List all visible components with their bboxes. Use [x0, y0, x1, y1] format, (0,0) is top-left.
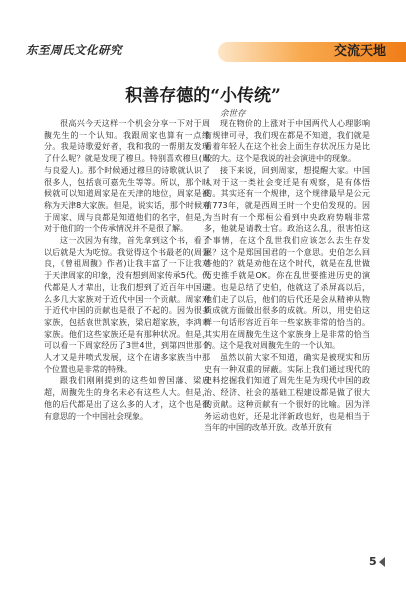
paragraph: 接下来说，回到周家，想提醒大家。中国人对于这一类社会变迁是有观察，是有体悟的。其实还有一个规律，这个规律最早是公元前773年，就是西周王时一个史伯发现的。因为当时有一个郑桓公看到中央政府势喘非常多，他就是请教士官。政治这么乱，很害怕这个事情，在这个乱世我们应该怎么去生存发展？这个是郑国国君的一个意思。史伯怎么回答他的？就是劝他在这个时代，就是在乱世做历史推手就是OK。你在乱世要推进历史的演进。也是总结了史伯，他就这了杀屏高以后，他们走了以后，他们的后代还是会从精神从物质成就方面做出很多的成就。所以，用史伯这样一句话形容近百年一些家族非常的恰当的。其实用在周馥先生这个家族身上是非常的恰当的。这个是我对周馥先生的一个认知。 [204, 165, 370, 351]
left-column [44, 118, 210, 422]
publication-name: 东至周氏文化研究 [26, 43, 122, 57]
paragraph: 虽然以前大家不知道，确实是被现实和历史有一种双重的屏蔽。实际上我们通过现代的史料挖掘我们知道了周先生是为现代中国的政治、经济、社会的基础工程建设都是做了很大的贡献。这种贡献有一个很好的比喻。因为洋务运动也好，还是北洋新政也好，也是相当于当年的中国的改革开放。改革开放有 [204, 353, 370, 433]
paragraph: 很高兴今天这样一个机会分享一下对于周馥先生的一个认知。我跟周家也算有一点缘分。我是诗歌爱好者，我和我的一帮朋友发现了什么呢？就是发现了穆旦。特别喜欢穆旦(周与良爱人)。那个时候通过穆旦的诗歌就认识了很多人，包括袁可嘉先生等等。所以，那个时候就可以知道周家是在天津的地位，周家是被称为天津8大家族。但是，说实话，那个时候对于周家、周与良都是知道他们的名字，但是，对于他们的一个传承情况并不是很了解。 [44, 119, 210, 234]
paragraph: 跟我们刚刚提到的这些如曾国藩、梁启超，周馥先生的身名未必有这些人大。但是，他的后代都是出了这么多的人才，这个也是很有意思的一个中国社会现象。 [44, 376, 210, 421]
paragraph: 这一次因为有缘，首先拿到这个书，看了以后就是大为吃惊。我觉得这个书最老的(周景良，《曾祖周馥》作者)让我丰富了一下让我对于天津周家的印象，没有想到周家传承5代。代代都是人才辈出，让我们想到了近百年中国这么多几大家族对于近代中国一个贡献。周家对于近代中国的贡献也是很了不起的。因为很多家族，包括袁世凯家族，梁启超家族，李鸿章家族。他们这些家族还是有那种状况。但是，可以看一下周家经历了3世4世，到第四世那个人才又是井喷式发展，这个在诸多家族当中那个位置也是非常的特殊。 [44, 236, 210, 374]
right-column [204, 118, 370, 434]
paragraph: 现在物价的上涨对于中国两代人心理影响有规律可寻，我们现在都是不知道，我们就是看着年轻人在这个社会上面生存状况压力是比较的大。这个是我说的社会演进中的现象。 [204, 119, 370, 164]
article-author: 余世存 [220, 109, 246, 119]
section-banner [218, 42, 406, 62]
page-arrow-icon [379, 557, 385, 567]
article-title: 积善存德的“小传统” [125, 86, 281, 106]
section-label: 交流天地 [333, 44, 386, 59]
page-header [26, 39, 406, 65]
page-number: 5 [369, 555, 377, 568]
